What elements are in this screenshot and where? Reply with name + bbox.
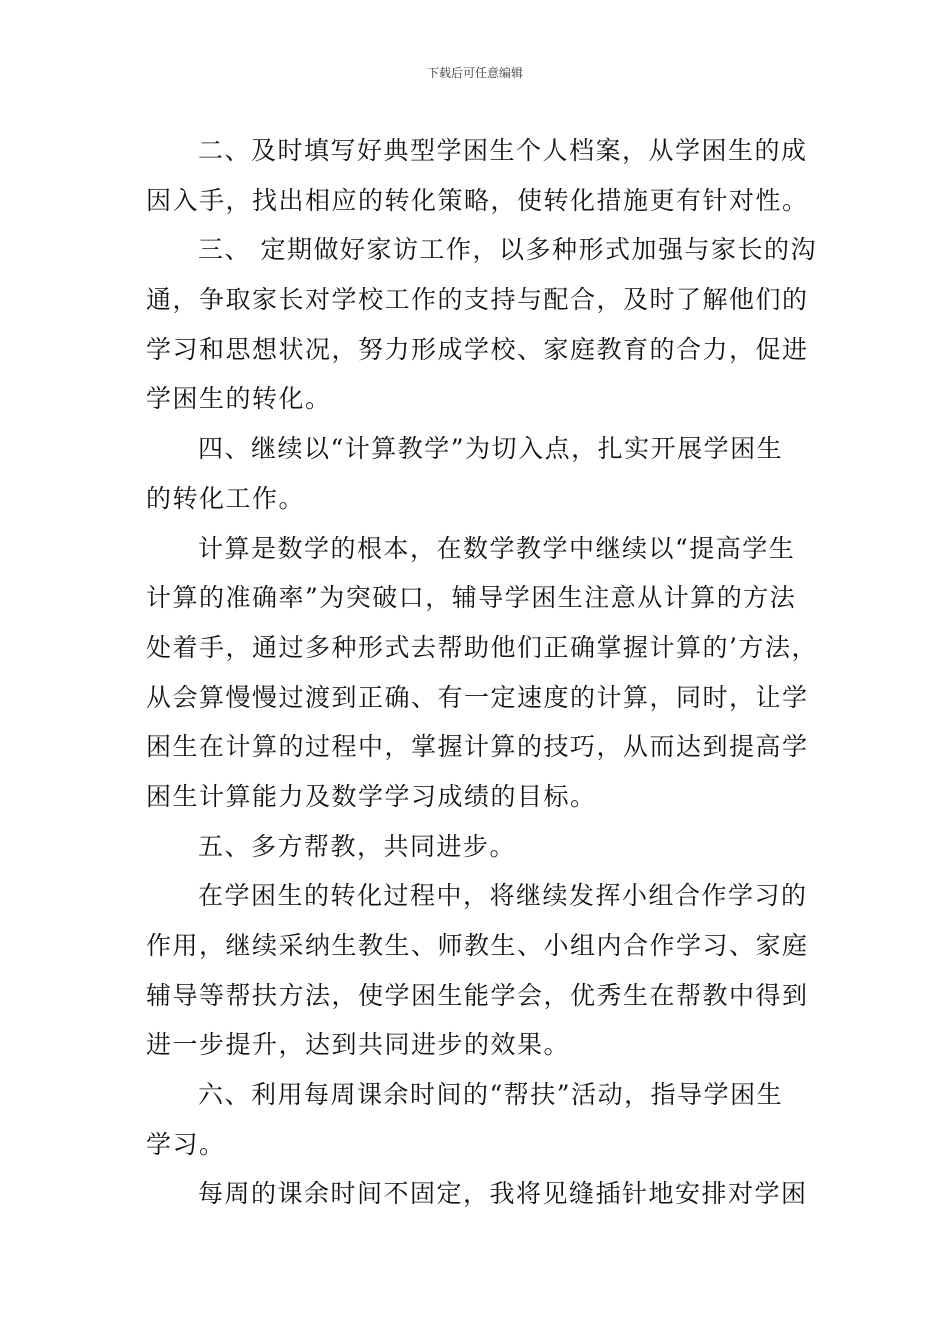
text-line: 四、继续以“计算教学”为切入点，扎实开展学困生 — [198, 434, 784, 464]
text-line: 因入手，找出相应的转化策略，使转化措施更有针对性。 — [146, 185, 809, 215]
text-line: 学困生的转化。 — [146, 384, 332, 414]
text-line: 学习和思想状况，努力形成学校、家庭教育的合力，促进 — [146, 334, 809, 364]
text-line: 二、及时填写好典型学困生个人档案，从学困生的成 — [198, 136, 808, 165]
text-line: 的转化工作。 — [146, 483, 306, 513]
text-line: 困生计算能力及数学学习成绩的目标。 — [146, 781, 597, 811]
text-line: 作用，继续采纳生教生、师教生、小组内合作学习、家庭 — [146, 931, 809, 960]
text-line: 进一步提升，达到共同进步的效果。 — [146, 1030, 571, 1060]
text-line: 五、多方帮教，共同进步。 — [198, 831, 517, 861]
text-line: 辅导等帮扶方法，使学困生能学会，优秀生在帮教中得到 — [146, 980, 809, 1010]
text-line: 从会算慢慢过渡到正确、有一定速度的计算，同时，让学 — [146, 682, 809, 712]
text-line: 三、 定期做好家访工作，以多种形式加强与家长的沟 — [198, 235, 817, 265]
text-line: 六、利用每周课余时间的“帮扶”活动，指导学困生 — [198, 1080, 784, 1110]
text-line: 处着手，通过多种形式去帮助他们正确掌握计算的’方法， — [146, 632, 818, 662]
text-line: 在学困生的转化过程中，将继续发挥小组合作学习的 — [198, 881, 808, 911]
text-line: 通，争取家长对学校工作的支持与配合，及时了解他们的 — [146, 285, 809, 315]
text-line: 学习。 — [146, 1129, 226, 1159]
text-line: 每周的课余时间不固定，我将见缝插针地安排对学困 — [198, 1179, 808, 1209]
text-line: 计算的准确率”为突破口，辅导学困生注意从计算的方法 — [146, 583, 797, 613]
text-line: 困生在计算的过程中，掌握计算的技巧，从而达到提高学 — [146, 732, 809, 762]
page-header-note: 下载后可任意编辑 — [426, 66, 523, 80]
document-body — [146, 126, 826, 1219]
text-line: 计算是数学的根本，在数学教学中继续以“提高学生 — [198, 533, 796, 563]
